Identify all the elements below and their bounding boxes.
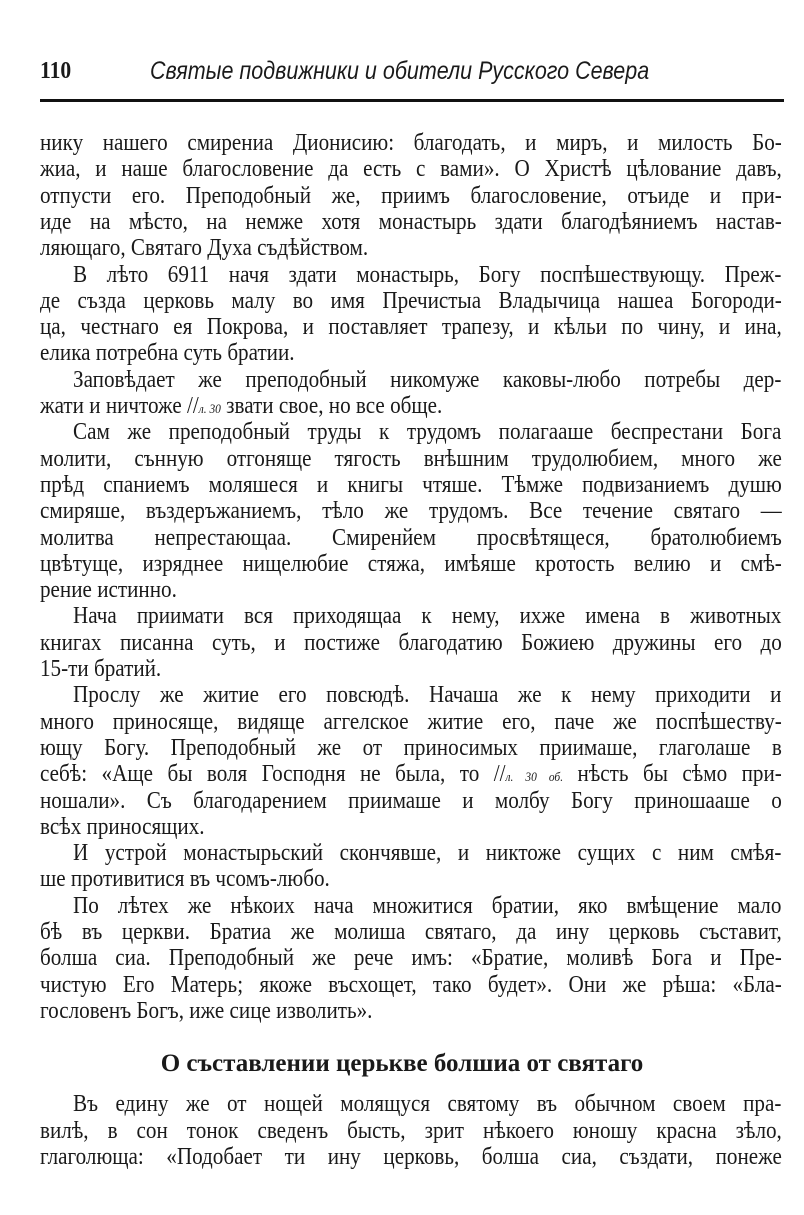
text-line: отпусти его. Преподобный же, приимъ благословение, отъиде и при- xyxy=(40,182,782,209)
running-title: Святые подвижники и обители Русского Севера xyxy=(150,57,650,85)
text-line: гословенъ Богъ, иже сице изволить». xyxy=(40,997,373,1024)
text-line: глаголюща: «Подобает ти ину церковь, болша сиа, създати, понеже xyxy=(40,1144,782,1170)
text-line: Сам же преподобный труды к трудомъ полагааше беспрестани Бога xyxy=(73,419,782,446)
text-line: И устрой монастырьский скончявше, и никтоже сущих с ним смѣя- xyxy=(73,840,782,867)
text-line xyxy=(40,761,782,787)
header-rule xyxy=(40,99,784,102)
text-line: молитва непрестающаа. Смиренйем просвѣтящеся, братолюбиемъ xyxy=(40,524,782,551)
text-segment: жати и ничтоже // xyxy=(40,393,199,419)
text-line: книгах писанна суть, и постиже благодатию Божиею дружины его до xyxy=(40,629,782,656)
text-line: ше противитися въ чсомъ-любо. xyxy=(40,866,330,893)
text-line: ношали». Съ благодарением приимаше и молбу Богу приношааше о xyxy=(40,787,782,814)
text-line: 15-ти братий. xyxy=(40,656,162,682)
text-line: ца, честнаго ея Покрова, и поставляет трапезу, и кѣльи по чину, и ина, xyxy=(40,314,782,341)
text-line: смиряше, въздеръжаниемъ, тѣло же трудомъ. Все течение святаго — xyxy=(40,498,782,525)
text-line: вилѣ, в сон тонок сведенъ бысть, зрит нѣкоего юношу красна зѣло, xyxy=(40,1117,782,1144)
text-line: всѣх приносящих. xyxy=(40,813,205,840)
text-line: цвѣтуще, изряднее нищелюбие стяжа, имѣяше кротость велию и смѣ- xyxy=(40,550,782,577)
text-segment: звати свое, но все обще. xyxy=(220,393,443,419)
folio-marker: л. 30 об. xyxy=(505,769,564,785)
text-line: бѣ въ церкви. Братиа же молиша святаго, да ину церковь съставит, xyxy=(40,919,782,945)
text-line: много приносяще, видяще аггелское житие его, паче же поспѣшеству- xyxy=(40,708,782,735)
text-line: елика потребна суть братии. xyxy=(40,340,295,367)
text-line: нику нашего смирениа Дионисию: благодать, и миръ, и милость Бо- xyxy=(40,130,782,156)
text-line: молити, сънную отгоняще тягость внѣшним трудолюбием, много же xyxy=(40,445,782,472)
text-line: В лѣто 6911 начя здати монастырь, Богу поспѣшествующу. Преж- xyxy=(73,261,782,288)
text-line: прѣд спаниемъ моляшеся и книгы чтяше. Тѣмже подвизаниемъ душю xyxy=(40,471,782,498)
section-heading: О съставлении церькве болшиа от святаго xyxy=(160,1050,644,1077)
text-line: Нача приимати вся приходящаа к нему, ихже имена в животных xyxy=(73,603,782,630)
text-segment: себѣ: «Аще бы воля Господня не была, то // xyxy=(40,761,506,788)
text-line: рение истинно. xyxy=(40,577,177,604)
text-line: Въ едину же от нощей молящуся святому въ обычном своем пра- xyxy=(73,1091,782,1117)
text-line: иде на мѣсто, на немже хотя монастырь здати благодѣяниемъ настав- xyxy=(40,208,782,235)
text-line: ющу Богу. Преподобный же от приносимых приимаше, глаголаше в xyxy=(40,734,782,761)
text-line: де създа церковь малу во имя Пречистыа Владычица нашеа Богороди- xyxy=(40,287,782,314)
text-line: По лѣтех же нѣкоих нача множитися братии, яко вмѣщение мало xyxy=(73,892,782,919)
text-line: жиа, и наше благословение да есть с вами». О Христѣ цѣлование давъ, xyxy=(40,156,782,183)
page-number: 110 xyxy=(40,58,72,84)
text-line: Заповѣдает же преподобный никомуже каковы-любо потребы дер- xyxy=(73,366,782,393)
text-line: болша сиа. Преподобный же рече имъ: «Братие, моливѣ Бога и Пре- xyxy=(40,945,782,972)
text-line xyxy=(40,393,782,419)
text-line: чистую Его Матерь; якоже въсхощет, тако будет». Они же рѣша: «Бла- xyxy=(40,971,782,998)
text-segment: нѣсть бы сѣмо при- xyxy=(563,761,782,788)
text-line: ляющаго, Святаго Духа съдѣйством. xyxy=(40,235,369,262)
folio-marker: л. 30 xyxy=(198,401,221,416)
text-line: Прослу же житие его повсюдѣ. Начаша же к нему приходити и xyxy=(73,682,782,709)
